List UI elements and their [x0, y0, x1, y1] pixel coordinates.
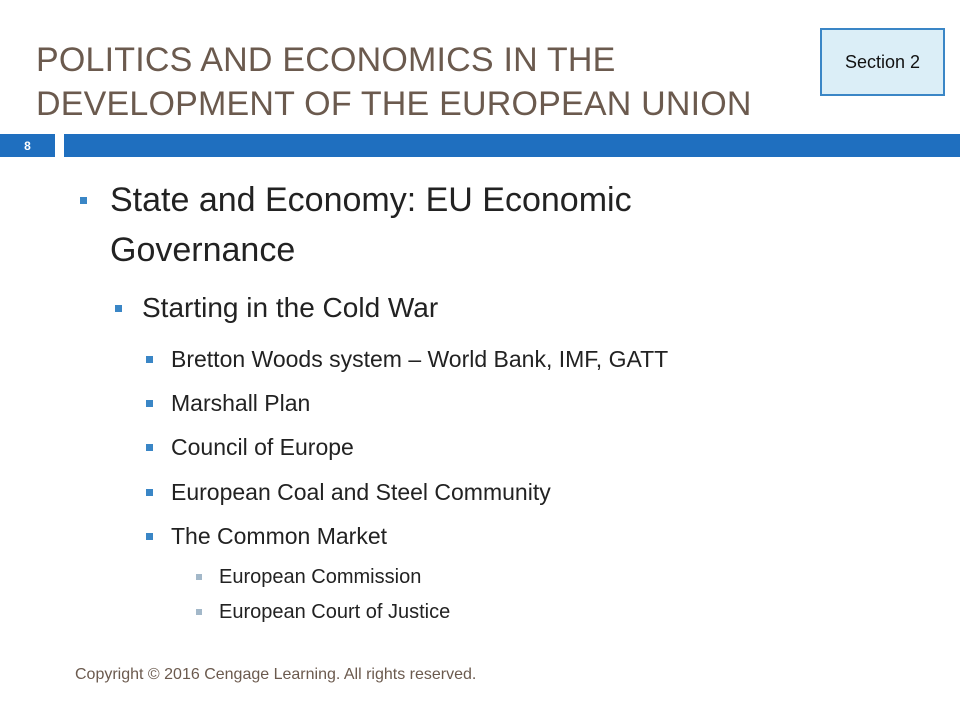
page-number: 8	[0, 134, 55, 157]
list-item: Council of Europe	[171, 434, 354, 460]
bullet-square-icon	[146, 356, 153, 363]
bullet-square-icon	[146, 489, 153, 496]
list-item: European Commission	[219, 566, 422, 588]
accent-bar	[64, 134, 960, 157]
bullet-square-icon	[196, 609, 202, 615]
list-item: The Common Market	[171, 523, 388, 549]
bullet-square-icon	[80, 197, 87, 204]
bullet-square-icon	[146, 444, 153, 451]
list-item: European Coal and Steel Community	[171, 479, 551, 505]
list-item: Bretton Woods system – World Bank, IMF, GATT	[171, 346, 669, 372]
sub-bullet: Starting in the Cold War	[142, 292, 439, 323]
slide-title-line-2: DEVELOPMENT OF THE EUROPEAN UNION	[36, 85, 752, 123]
section-badge: Section 2	[820, 28, 945, 96]
list-item: European Court of Justice	[219, 601, 451, 623]
main-bullet-line-1: State and Economy: EU Economic	[110, 181, 632, 219]
main-bullet-line-2: Governance	[110, 231, 296, 269]
header-band	[0, 134, 960, 157]
bullet-square-icon	[146, 533, 153, 540]
slide-title	[36, 38, 816, 126]
slide-title-line-1: POLITICS AND ECONOMICS IN THE	[36, 41, 616, 79]
copyright-footer: Copyright © 2016 Cengage Learning. All rights reserved.	[75, 666, 477, 683]
bullet-square-icon	[146, 400, 153, 407]
list-item: Marshall Plan	[171, 390, 311, 416]
bullet-square-icon	[115, 305, 122, 312]
bullet-square-icon	[196, 574, 202, 580]
